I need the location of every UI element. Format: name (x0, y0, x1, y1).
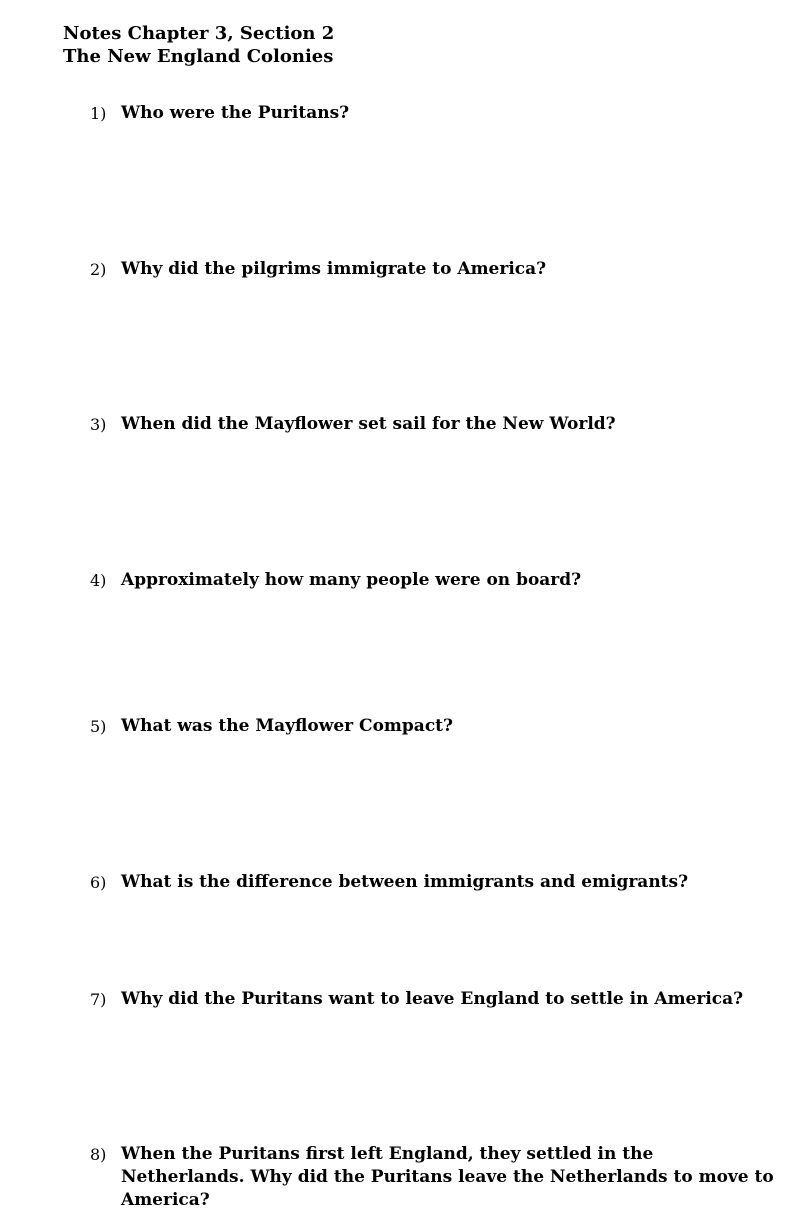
question-4 (90, 569, 780, 592)
question-7 (90, 988, 780, 1011)
question-6 (90, 871, 780, 894)
question-number: 1) (90, 104, 107, 123)
question-text: When did the Mayflower set sail for the New World? (121, 414, 616, 434)
question-text: Why did the Puritans want to leave England to settle in America? (121, 989, 744, 1009)
question-2 (90, 258, 780, 281)
question-number: 5) (90, 717, 107, 736)
question-number: 4) (90, 571, 107, 590)
question-text: What is the difference between immigrants and emigrants? (121, 872, 689, 892)
question-3 (90, 413, 780, 436)
question-8 (90, 1143, 780, 1212)
question-number: 2) (90, 260, 107, 279)
question-number: 3) (90, 415, 107, 434)
page-header (63, 22, 334, 68)
question-text: What was the Mayflower Compact? (121, 716, 453, 736)
header-title: Notes Chapter 3, Section 2 (63, 23, 335, 44)
question-text: Why did the pilgrims immigrate to America? (121, 259, 547, 279)
question-number: 8) (90, 1145, 107, 1164)
question-1 (90, 102, 780, 125)
question-number: 6) (90, 873, 107, 892)
question-number: 7) (90, 990, 107, 1009)
header-subtitle: The New England Colonies (63, 46, 334, 67)
question-text: Approximately how many people were on board? (121, 570, 582, 590)
question-text: Who were the Puritans? (121, 103, 350, 123)
question-5 (90, 715, 780, 738)
question-text: When the Puritans first left England, they settled in the Netherlands. Why did the Puritans leave the Netherlands to move to America? (121, 1144, 774, 1210)
